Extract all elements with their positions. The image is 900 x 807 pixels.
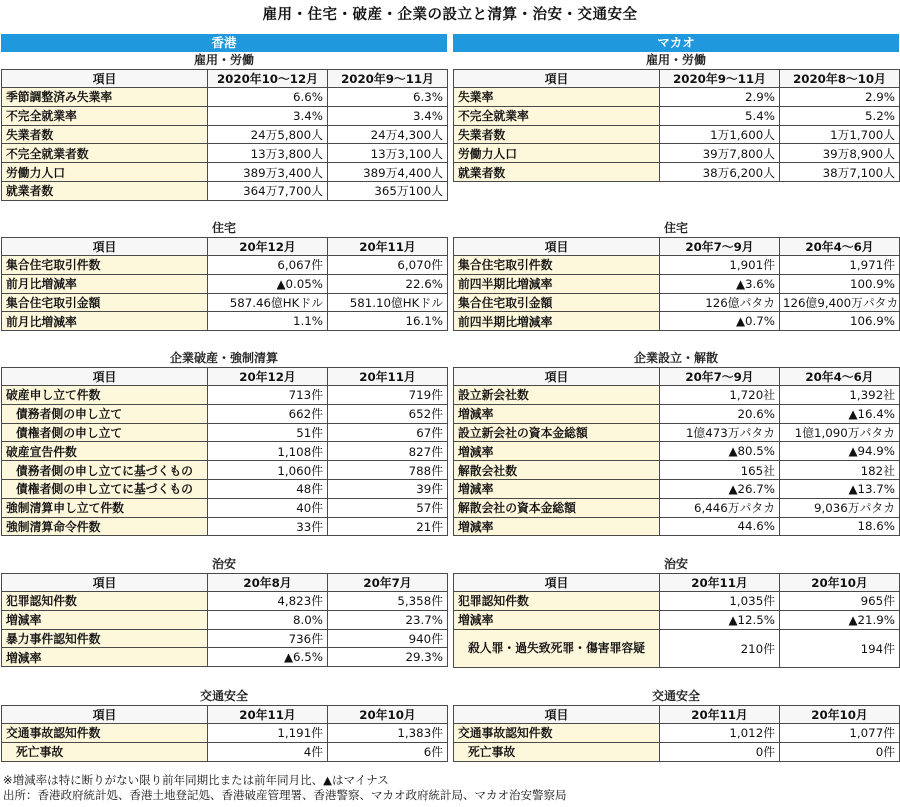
- value-cell: 29.3%: [328, 648, 448, 667]
- table-row: [2, 163, 448, 182]
- value-cell: 1.1%: [208, 312, 328, 331]
- header-cell: 項目: [2, 706, 208, 724]
- value-cell: 713件: [208, 386, 328, 405]
- table-row: [2, 479, 448, 498]
- section-title: 企業設立・解散: [633, 351, 718, 365]
- value-cell: 364万7,700人: [208, 181, 328, 200]
- value-cell: 827件: [328, 442, 448, 461]
- value-cell: 126億9,400万パタカ: [780, 293, 900, 312]
- table-row: [454, 517, 900, 536]
- value-cell: 1,108件: [208, 442, 328, 461]
- header-cell: 項目: [454, 70, 660, 88]
- table-row: [2, 404, 448, 423]
- value-cell: 1,060件: [208, 461, 328, 480]
- header-cell: 20年7月: [328, 574, 448, 592]
- row-label: 前月比増減率: [2, 312, 208, 331]
- row-label: 債権者側の申し立て: [2, 423, 208, 442]
- table-mo-establishment: [453, 367, 900, 536]
- value-cell: 13万3,800人: [208, 144, 328, 163]
- table-header-row: [2, 238, 448, 256]
- table-row: [2, 423, 448, 442]
- header-cell: 20年11月: [208, 706, 328, 724]
- table-row: [2, 442, 448, 461]
- row-label: 就業者数: [454, 163, 660, 182]
- row-label: 集合住宅取引件数: [454, 256, 660, 275]
- table-row: [454, 404, 900, 423]
- table-row: [454, 742, 900, 761]
- section-hk-bankruptcy: [1, 350, 447, 536]
- section-hk-employment: [1, 52, 447, 201]
- row-label: 設立新会社の資本金総額: [454, 423, 660, 442]
- row-label: 破産申し立て件数: [2, 386, 208, 405]
- value-cell: ▲94.9%: [780, 442, 900, 461]
- table-row: [2, 724, 448, 743]
- header-cell: 20年10月: [780, 574, 900, 592]
- table-hk-traffic: [1, 705, 448, 762]
- value-cell: 24万5,800人: [208, 125, 328, 144]
- value-cell: 20.6%: [660, 404, 780, 423]
- row-label: 債務者側の申し立てに基づくもの: [2, 461, 208, 480]
- header-cell: 20年11月: [660, 706, 780, 724]
- table-row: [454, 592, 900, 611]
- value-cell: 1,077件: [780, 724, 900, 743]
- value-cell: 182社: [780, 461, 900, 480]
- value-cell: 0件: [780, 742, 900, 761]
- value-cell: ▲26.7%: [660, 479, 780, 498]
- row-label: 前四半期比増減率: [454, 312, 660, 331]
- header-cell: 20年4〜6月: [780, 238, 900, 256]
- header-cell: 20年12月: [208, 238, 328, 256]
- table-row: [454, 312, 900, 331]
- row-label: 失業率: [454, 88, 660, 107]
- header-cell: 項目: [454, 368, 660, 386]
- row-label: 失業者数: [454, 125, 660, 144]
- table-header-row: [2, 706, 448, 724]
- table-row: [2, 610, 448, 629]
- section-title: 交通安全: [199, 689, 248, 703]
- value-cell: 587.46億HKドル: [208, 293, 328, 312]
- value-cell: ▲12.5%: [660, 610, 780, 629]
- header-cell: 項目: [2, 238, 208, 256]
- table-row: [2, 293, 448, 312]
- value-cell: 33件: [208, 517, 328, 536]
- table-row: [454, 423, 900, 442]
- table-hk-housing: [1, 237, 448, 331]
- value-cell: 1万1,600人: [660, 125, 780, 144]
- row-label: 増減率: [454, 517, 660, 536]
- value-cell: 0件: [660, 742, 780, 761]
- table-header-row: [2, 574, 448, 592]
- header-cell: 20年7〜9月: [660, 368, 780, 386]
- section-title: 住宅: [211, 221, 236, 235]
- value-cell: 1,035件: [660, 592, 780, 611]
- value-cell: 788件: [328, 461, 448, 480]
- row-label: 債権者側の申し立てに基づくもの: [2, 479, 208, 498]
- section-title: 交通安全: [651, 689, 700, 703]
- row-label: 集合住宅取引金額: [454, 293, 660, 312]
- value-cell: 38万7,100人: [780, 163, 900, 182]
- table-row: [454, 274, 900, 293]
- section-mo-establishment: [453, 350, 899, 536]
- table-row: [2, 312, 448, 331]
- value-cell: 719件: [328, 386, 448, 405]
- value-cell: 24万4,300人: [328, 125, 448, 144]
- table-row: [2, 181, 448, 200]
- row-label: 解散会社の資本金総額: [454, 498, 660, 517]
- row-label: 債務者側の申し立て: [2, 404, 208, 423]
- header-cell: 20年10月: [328, 706, 448, 724]
- value-cell: 581.10億HKドル: [328, 293, 448, 312]
- header-cell: 2020年10〜12月: [208, 70, 328, 88]
- row-label: 労働力人口: [454, 144, 660, 163]
- value-cell: 39件: [328, 479, 448, 498]
- section-mo-traffic: [453, 688, 899, 762]
- value-cell: 9,036万パタカ: [780, 498, 900, 517]
- header-cell: 項目: [454, 574, 660, 592]
- section-mo-security: [453, 556, 899, 668]
- value-cell: 22.6%: [328, 274, 448, 293]
- row-label: 集合住宅取引件数: [2, 256, 208, 275]
- value-cell: 194件: [780, 629, 900, 667]
- table-header-row: [454, 574, 900, 592]
- row-label: 不完全就業率: [454, 106, 660, 125]
- table-hk-security: [1, 573, 448, 667]
- table-header-row: [454, 368, 900, 386]
- section-mo-employment: [453, 52, 899, 182]
- value-cell: 940件: [328, 629, 448, 648]
- row-label: 前月比増減率: [2, 274, 208, 293]
- region-bar-macau: マカオ: [453, 34, 899, 52]
- row-label: 前四半期比増減率: [454, 274, 660, 293]
- table-hk-bankruptcy: [1, 367, 448, 536]
- table-header-row: [454, 238, 900, 256]
- header-cell: 20年11月: [660, 574, 780, 592]
- value-cell: 1,392社: [780, 386, 900, 405]
- value-cell: 365万100人: [328, 181, 448, 200]
- value-cell: 3.4%: [328, 106, 448, 125]
- value-cell: 39万7,800人: [660, 144, 780, 163]
- row-label: 犯罪認知件数: [454, 592, 660, 611]
- value-cell: 8.0%: [208, 610, 328, 629]
- value-cell: 2.9%: [780, 88, 900, 107]
- row-label: 死亡事故: [2, 742, 208, 761]
- macau-column: [453, 34, 899, 760]
- value-cell: 23.7%: [328, 610, 448, 629]
- row-label: 季節調整済み失業率: [2, 88, 208, 107]
- row-label: 殺人罪・過失致死罪・傷害罪容疑: [454, 629, 660, 667]
- value-cell: 48件: [208, 479, 328, 498]
- value-cell: 6,070件: [328, 256, 448, 275]
- table-row: [2, 517, 448, 536]
- value-cell: 389万3,400人: [208, 163, 328, 182]
- value-cell: 6.6%: [208, 88, 328, 107]
- source-line: 出所：香港政府統計処、香港土地登記処、香港破産管理署、香港警察、マカオ政府統計局、マカオ治安警察局: [3, 788, 567, 802]
- section-title: 企業破産・強制清算: [169, 351, 278, 365]
- header-cell: 20年8月: [208, 574, 328, 592]
- table-row: [454, 498, 900, 517]
- row-label: 暴力事件認知件数: [2, 629, 208, 648]
- header-cell: 2020年9〜11月: [328, 70, 448, 88]
- row-label: 増減率: [454, 404, 660, 423]
- hong-kong-column: [1, 34, 447, 760]
- row-label: 交通事故認知件数: [2, 724, 208, 743]
- value-cell: 100.9%: [780, 274, 900, 293]
- value-cell: 736件: [208, 629, 328, 648]
- row-label: 失業者数: [2, 125, 208, 144]
- table-row: [2, 106, 448, 125]
- value-cell: 51件: [208, 423, 328, 442]
- table-mo-housing: [453, 237, 900, 331]
- table-row: [454, 256, 900, 275]
- row-label: 強制清算申し立て件数: [2, 498, 208, 517]
- value-cell: 5,358件: [328, 592, 448, 611]
- value-cell: ▲6.5%: [208, 648, 328, 667]
- value-cell: 6,446万パタカ: [660, 498, 780, 517]
- section-title: 雇用・労働: [193, 53, 254, 67]
- value-cell: 21件: [328, 517, 448, 536]
- value-cell: 652件: [328, 404, 448, 423]
- value-cell: 18.6%: [780, 517, 900, 536]
- row-label: 不完全就業率: [2, 106, 208, 125]
- table-header-row: [2, 70, 448, 88]
- value-cell: 106.9%: [780, 312, 900, 331]
- header-cell: 項目: [2, 70, 208, 88]
- table-row: [2, 742, 448, 761]
- value-cell: 6,067件: [208, 256, 328, 275]
- table-row: [454, 293, 900, 312]
- value-cell: 5.4%: [660, 106, 780, 125]
- table-row: [454, 144, 900, 163]
- region-bar-hong-kong: 香港: [1, 34, 447, 52]
- header-cell: 20年4〜6月: [780, 368, 900, 386]
- header-cell: 20年10月: [780, 706, 900, 724]
- value-cell: 13万3,100人: [328, 144, 448, 163]
- value-cell: 38万6,200人: [660, 163, 780, 182]
- row-label: 設立新会社数: [454, 386, 660, 405]
- page-title: 雇用・住宅・破産・企業の設立と清算・治安・交通安全: [262, 7, 638, 23]
- value-cell: 16.1%: [328, 312, 448, 331]
- value-cell: 1,720社: [660, 386, 780, 405]
- table-row: [2, 592, 448, 611]
- value-cell: 126億パタカ: [660, 293, 780, 312]
- footnote: ※増減率は特に断りがない限り前年同期比または前年同月比、▲はマイナス: [3, 773, 389, 787]
- section-mo-housing: [453, 220, 899, 331]
- value-cell: 1万1,700人: [780, 125, 900, 144]
- row-label: 集合住宅取引金額: [2, 293, 208, 312]
- table-row: [454, 629, 900, 667]
- value-cell: 39万8,900人: [780, 144, 900, 163]
- value-cell: 662件: [208, 404, 328, 423]
- value-cell: 4,823件: [208, 592, 328, 611]
- section-hk-traffic: [1, 688, 447, 762]
- table-row: [2, 274, 448, 293]
- value-cell: ▲13.7%: [780, 479, 900, 498]
- value-cell: 57件: [328, 498, 448, 517]
- footer-notes: [3, 773, 567, 803]
- table-mo-employment: [453, 69, 900, 182]
- row-label: 犯罪認知件数: [2, 592, 208, 611]
- value-cell: 1,901件: [660, 256, 780, 275]
- table-row: [454, 386, 900, 405]
- header-cell: 20年11月: [328, 238, 448, 256]
- value-cell: 2.9%: [660, 88, 780, 107]
- table-row: [454, 163, 900, 182]
- row-label: 破産宣告件数: [2, 442, 208, 461]
- header-cell: 20年12月: [208, 368, 328, 386]
- value-cell: ▲0.7%: [660, 312, 780, 331]
- section-title: 雇用・労働: [645, 53, 706, 67]
- value-cell: 67件: [328, 423, 448, 442]
- row-label: 増減率: [454, 479, 660, 498]
- table-hk-employment: [1, 69, 448, 201]
- header-cell: 20年11月: [328, 368, 448, 386]
- table-header-row: [454, 706, 900, 724]
- value-cell: ▲0.05%: [208, 274, 328, 293]
- table-mo-traffic: [453, 705, 900, 762]
- table-mo-security: [453, 573, 900, 668]
- header-cell: 20年7〜9月: [660, 238, 780, 256]
- row-label: 増減率: [2, 648, 208, 667]
- section-title: 治安: [663, 557, 688, 571]
- table-row: [454, 88, 900, 107]
- header-cell: 項目: [454, 706, 660, 724]
- table-row: [2, 386, 448, 405]
- row-label: 交通事故認知件数: [454, 724, 660, 743]
- value-cell: 1,971件: [780, 256, 900, 275]
- value-cell: ▲21.9%: [780, 610, 900, 629]
- row-label: 不完全就業者数: [2, 144, 208, 163]
- table-header-row: [454, 70, 900, 88]
- value-cell: 1,383件: [328, 724, 448, 743]
- value-cell: 965件: [780, 592, 900, 611]
- value-cell: 1,191件: [208, 724, 328, 743]
- header-cell: 項目: [454, 238, 660, 256]
- row-label: 増減率: [2, 610, 208, 629]
- table-row: [454, 610, 900, 629]
- value-cell: 389万4,400人: [328, 163, 448, 182]
- row-label: 増減率: [454, 610, 660, 629]
- row-label: 労働力人口: [2, 163, 208, 182]
- value-cell: 1億473万パタカ: [660, 423, 780, 442]
- value-cell: 4件: [208, 742, 328, 761]
- value-cell: ▲3.6%: [660, 274, 780, 293]
- table-row: [454, 461, 900, 480]
- row-label: 死亡事故: [454, 742, 660, 761]
- table-row: [454, 106, 900, 125]
- table-row: [2, 629, 448, 648]
- table-row: [454, 442, 900, 461]
- section-title: 住宅: [663, 221, 688, 235]
- table-row: [454, 724, 900, 743]
- value-cell: 40件: [208, 498, 328, 517]
- table-header-row: [2, 368, 448, 386]
- section-title: 治安: [211, 557, 236, 571]
- value-cell: ▲16.4%: [780, 404, 900, 423]
- value-cell: ▲80.5%: [660, 442, 780, 461]
- section-hk-housing: [1, 220, 447, 331]
- header-cell: 項目: [2, 368, 208, 386]
- row-label: 強制清算命令件数: [2, 517, 208, 536]
- header-cell: 項目: [2, 574, 208, 592]
- row-label: 就業者数: [2, 181, 208, 200]
- value-cell: 1,012件: [660, 724, 780, 743]
- row-label: 解散会社数: [454, 461, 660, 480]
- value-cell: 1億1,090万パタカ: [780, 423, 900, 442]
- section-hk-security: [1, 556, 447, 667]
- table-row: [2, 648, 448, 667]
- header-cell: 2020年8〜10月: [780, 70, 900, 88]
- header-cell: 2020年9〜11月: [660, 70, 780, 88]
- value-cell: 3.4%: [208, 106, 328, 125]
- table-row: [454, 479, 900, 498]
- table-row: [2, 144, 448, 163]
- table-row: [2, 498, 448, 517]
- table-row: [2, 125, 448, 144]
- table-row: [2, 88, 448, 107]
- value-cell: 210件: [660, 629, 780, 667]
- value-cell: 6.3%: [328, 88, 448, 107]
- value-cell: 6件: [328, 742, 448, 761]
- row-label: 増減率: [454, 442, 660, 461]
- value-cell: 5.2%: [780, 106, 900, 125]
- value-cell: 165社: [660, 461, 780, 480]
- table-row: [2, 256, 448, 275]
- table-row: [2, 461, 448, 480]
- value-cell: 44.6%: [660, 517, 780, 536]
- table-row: [454, 125, 900, 144]
